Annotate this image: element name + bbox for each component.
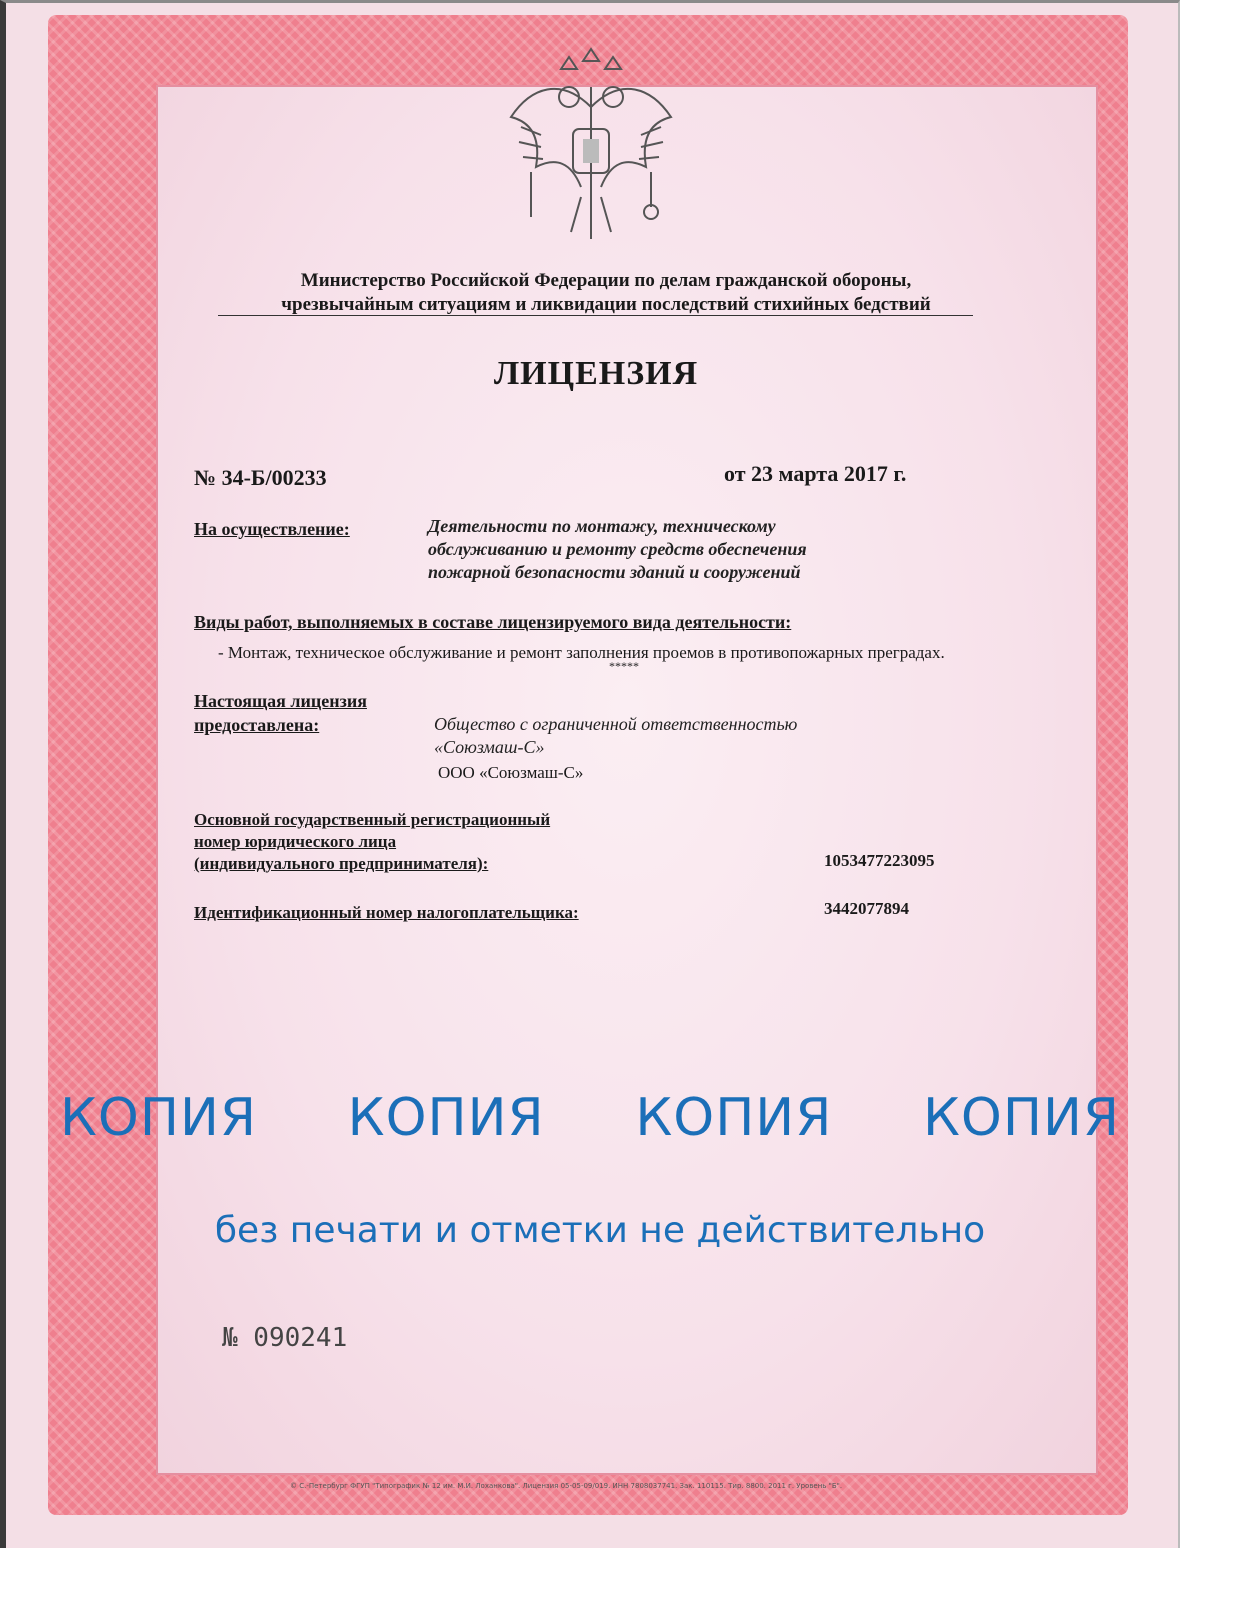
ogrn-label-2: номер юридического лица	[194, 832, 397, 851]
inn-value: 3442077894	[824, 899, 909, 918]
copy-word-2: КОПИЯ	[347, 1088, 545, 1148]
ministry-heading	[206, 269, 1006, 317]
licensee-label-1: Настоящая лицензия	[194, 691, 367, 711]
ogrn-value: 1053477223095	[824, 851, 935, 870]
ogrn-label-3: (индивидуального предпринимателя):	[194, 854, 489, 873]
licensee-name-line-1: Общество с ограниченной ответственностью	[434, 714, 798, 734]
copy-watermark-row	[60, 1088, 1120, 1148]
activity-line-2: обслуживанию и ремонту средств обеспечения	[428, 539, 807, 559]
ministry-line-1: Министерство Российской Федерации по делам гражданской обороны,	[300, 270, 912, 291]
copy-word-4: КОПИЯ	[923, 1088, 1120, 1148]
ogrn-label-1: Основной государственный регистрационный	[194, 810, 551, 829]
licensee-label-2: предоставлена:	[194, 715, 320, 735]
copy-watermark-note: без печати и отметки не действительно	[214, 1210, 986, 1251]
coat-of-arms-emblem	[501, 47, 681, 247]
printer-imprint: © С.-Петербург ФГУП "Типографик № 12 им. М.И. Лоханкова". Лицензия 05-05-09/019. ИНН 7808037741. Зак. 110115. Тир. 8800. 2011 г. Уровень "Б".	[290, 1482, 843, 1490]
document-title: ЛИЦЕНЗИЯ	[493, 355, 699, 392]
works-item: - Монтаж, техническое обслуживание и ремонт заполнения проемов в противопожарных преградах.	[218, 643, 945, 662]
copy-word-1: КОПИЯ	[60, 1088, 257, 1148]
activity-label: На осуществление:	[194, 519, 350, 539]
ogrn-label	[194, 809, 550, 875]
ministry-line-2: чрезвычайным ситуациям и ликвидации последствий стихийных бедствий	[281, 294, 931, 315]
activity-line-1: Деятельности по монтажу, техническому	[428, 516, 776, 536]
licensee-name	[434, 713, 797, 759]
works-stars: *****	[609, 659, 639, 673]
activity-line-3: пожарной безопасности зданий и сооружений	[428, 562, 801, 582]
licensee-short-name: ООО «Союзмаш-С»	[438, 763, 584, 782]
activity-description	[428, 515, 807, 584]
works-label: Виды работ, выполняемых в составе лицензируемого вида деятельности:	[194, 612, 792, 632]
form-serial-number: № 090241	[222, 1323, 348, 1353]
licensee-name-line-2: «Союзмаш-С»	[434, 737, 545, 757]
license-number: № 34-Б/00233	[194, 465, 327, 490]
license-date: от 23 марта 2017 г.	[724, 461, 907, 486]
ministry-underline	[218, 315, 973, 316]
copy-word-3: КОПИЯ	[635, 1088, 833, 1148]
inn-label: Идентификационный номер налогоплательщика:	[194, 903, 579, 922]
